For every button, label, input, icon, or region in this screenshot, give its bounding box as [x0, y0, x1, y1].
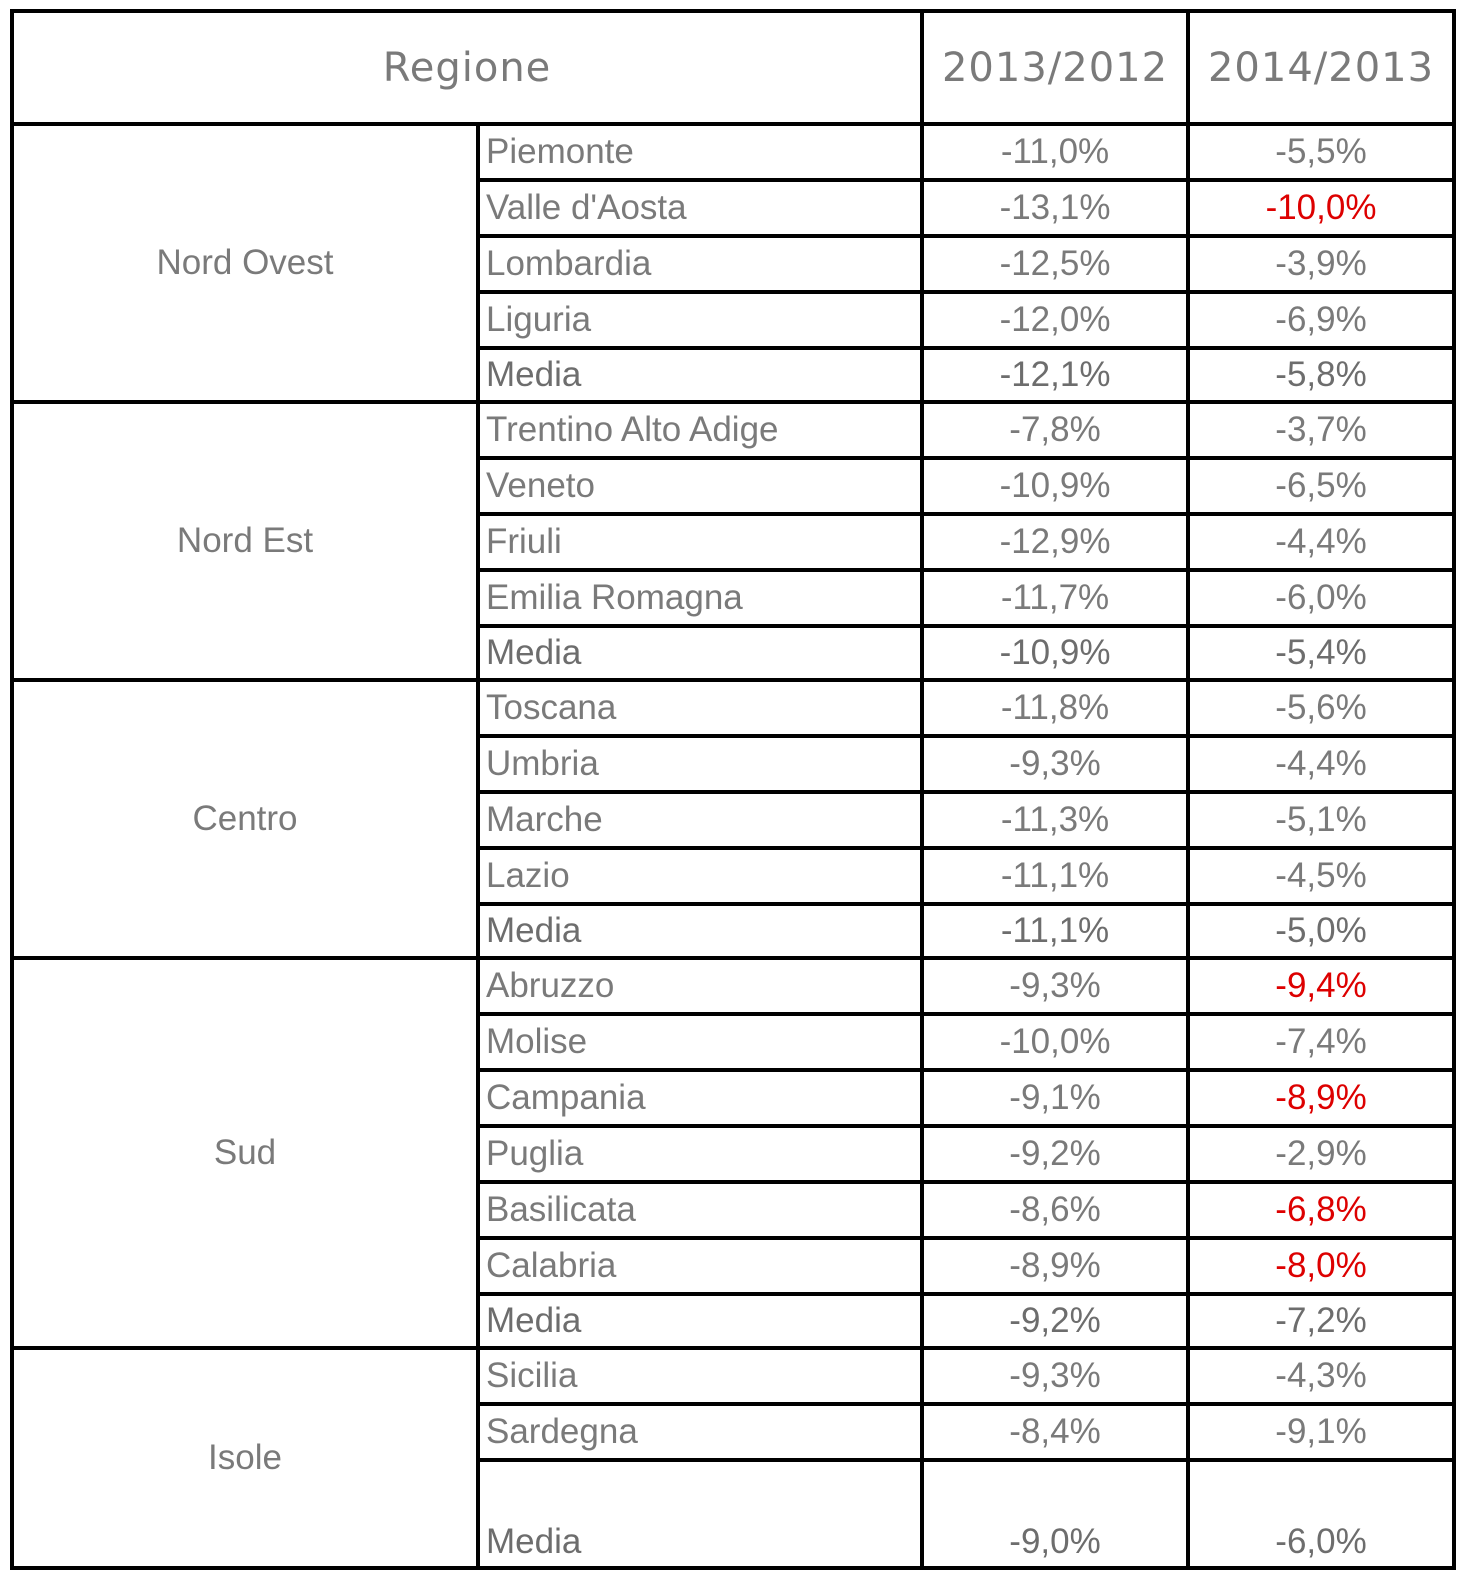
average-2013-2012: -12,1%: [922, 348, 1188, 402]
value-2014-2013: -3,7%: [1188, 402, 1454, 458]
region-name: Friuli: [478, 514, 922, 570]
header-regione: Regione: [12, 11, 922, 124]
value-2013-2012: -9,3%: [922, 1348, 1188, 1404]
value-2013-2012: -11,8%: [922, 680, 1188, 736]
region-name: Abruzzo: [478, 958, 922, 1014]
average-2014-2013: -6,0%: [1188, 1460, 1454, 1568]
value-2014-2013: -5,5%: [1188, 124, 1454, 180]
value-2014-2013: -7,4%: [1188, 1014, 1454, 1070]
average-label: Media: [478, 626, 922, 680]
region-name: Molise: [478, 1014, 922, 1070]
region-name: Trentino Alto Adige: [478, 402, 922, 458]
value-2014-2013: -9,4%: [1188, 958, 1454, 1014]
header-2014-2013: 2014/2013: [1188, 11, 1454, 124]
value-2013-2012: -9,3%: [922, 736, 1188, 792]
region-name: Basilicata: [478, 1182, 922, 1238]
table-row: [12, 680, 1454, 736]
value-2013-2012: -8,9%: [922, 1238, 1188, 1294]
region-name: Lombardia: [478, 236, 922, 292]
region-name: Toscana: [478, 680, 922, 736]
region-change-table: [10, 9, 1456, 1570]
value-2013-2012: -9,2%: [922, 1126, 1188, 1182]
value-2013-2012: -7,8%: [922, 402, 1188, 458]
area-name: Isole: [12, 1348, 478, 1568]
value-2013-2012: -9,3%: [922, 958, 1188, 1014]
average-label: Media: [478, 1460, 922, 1568]
value-2014-2013: -9,1%: [1188, 1404, 1454, 1460]
value-2013-2012: -11,0%: [922, 124, 1188, 180]
average-2013-2012: -10,9%: [922, 626, 1188, 680]
value-2013-2012: -12,9%: [922, 514, 1188, 570]
region-name: Umbria: [478, 736, 922, 792]
average-label: Media: [478, 348, 922, 402]
value-2014-2013: -6,9%: [1188, 292, 1454, 348]
header-row: [12, 11, 1454, 124]
value-2014-2013: -4,3%: [1188, 1348, 1454, 1404]
value-2014-2013: -5,1%: [1188, 792, 1454, 848]
value-2013-2012: -10,9%: [922, 458, 1188, 514]
value-2014-2013: -10,0%: [1188, 180, 1454, 236]
value-2013-2012: -8,4%: [922, 1404, 1188, 1460]
region-name: Sicilia: [478, 1348, 922, 1404]
region-name: Valle d'Aosta: [478, 180, 922, 236]
value-2013-2012: -12,0%: [922, 292, 1188, 348]
region-name: Marche: [478, 792, 922, 848]
value-2014-2013: -5,6%: [1188, 680, 1454, 736]
area-name: Centro: [12, 680, 478, 958]
region-name: Liguria: [478, 292, 922, 348]
value-2014-2013: -4,4%: [1188, 736, 1454, 792]
region-name: Sardegna: [478, 1404, 922, 1460]
value-2013-2012: -11,7%: [922, 570, 1188, 626]
average-2013-2012: -9,2%: [922, 1294, 1188, 1348]
average-label: Media: [478, 1294, 922, 1348]
value-2013-2012: -10,0%: [922, 1014, 1188, 1070]
value-2014-2013: -2,9%: [1188, 1126, 1454, 1182]
average-2014-2013: -7,2%: [1188, 1294, 1454, 1348]
table-row: [12, 124, 1454, 180]
table-row: [12, 1348, 1454, 1404]
value-2014-2013: -8,0%: [1188, 1238, 1454, 1294]
table-row: [12, 402, 1454, 458]
average-2013-2012: -11,1%: [922, 904, 1188, 958]
region-name: Lazio: [478, 848, 922, 904]
table-body: [12, 124, 1454, 1568]
average-2014-2013: -5,4%: [1188, 626, 1454, 680]
area-name: Sud: [12, 958, 478, 1348]
value-2013-2012: -13,1%: [922, 180, 1188, 236]
value-2014-2013: -4,4%: [1188, 514, 1454, 570]
average-2013-2012: -9,0%: [922, 1460, 1188, 1568]
value-2014-2013: -4,5%: [1188, 848, 1454, 904]
value-2014-2013: -3,9%: [1188, 236, 1454, 292]
value-2014-2013: -6,5%: [1188, 458, 1454, 514]
table-row: [12, 958, 1454, 1014]
header-2013-2012: 2013/2012: [922, 11, 1188, 124]
average-2014-2013: -5,8%: [1188, 348, 1454, 402]
value-2014-2013: -6,0%: [1188, 570, 1454, 626]
value-2014-2013: -6,8%: [1188, 1182, 1454, 1238]
region-name: Piemonte: [478, 124, 922, 180]
average-2014-2013: -5,0%: [1188, 904, 1454, 958]
area-name: Nord Est: [12, 402, 478, 680]
value-2014-2013: -8,9%: [1188, 1070, 1454, 1126]
region-name: Puglia: [478, 1126, 922, 1182]
value-2013-2012: -9,1%: [922, 1070, 1188, 1126]
average-label: Media: [478, 904, 922, 958]
value-2013-2012: -11,3%: [922, 792, 1188, 848]
region-name: Campania: [478, 1070, 922, 1126]
region-name: Emilia Romagna: [478, 570, 922, 626]
value-2013-2012: -12,5%: [922, 236, 1188, 292]
value-2013-2012: -8,6%: [922, 1182, 1188, 1238]
area-name: Nord Ovest: [12, 124, 478, 402]
region-name: Veneto: [478, 458, 922, 514]
region-name: Calabria: [478, 1238, 922, 1294]
value-2013-2012: -11,1%: [922, 848, 1188, 904]
